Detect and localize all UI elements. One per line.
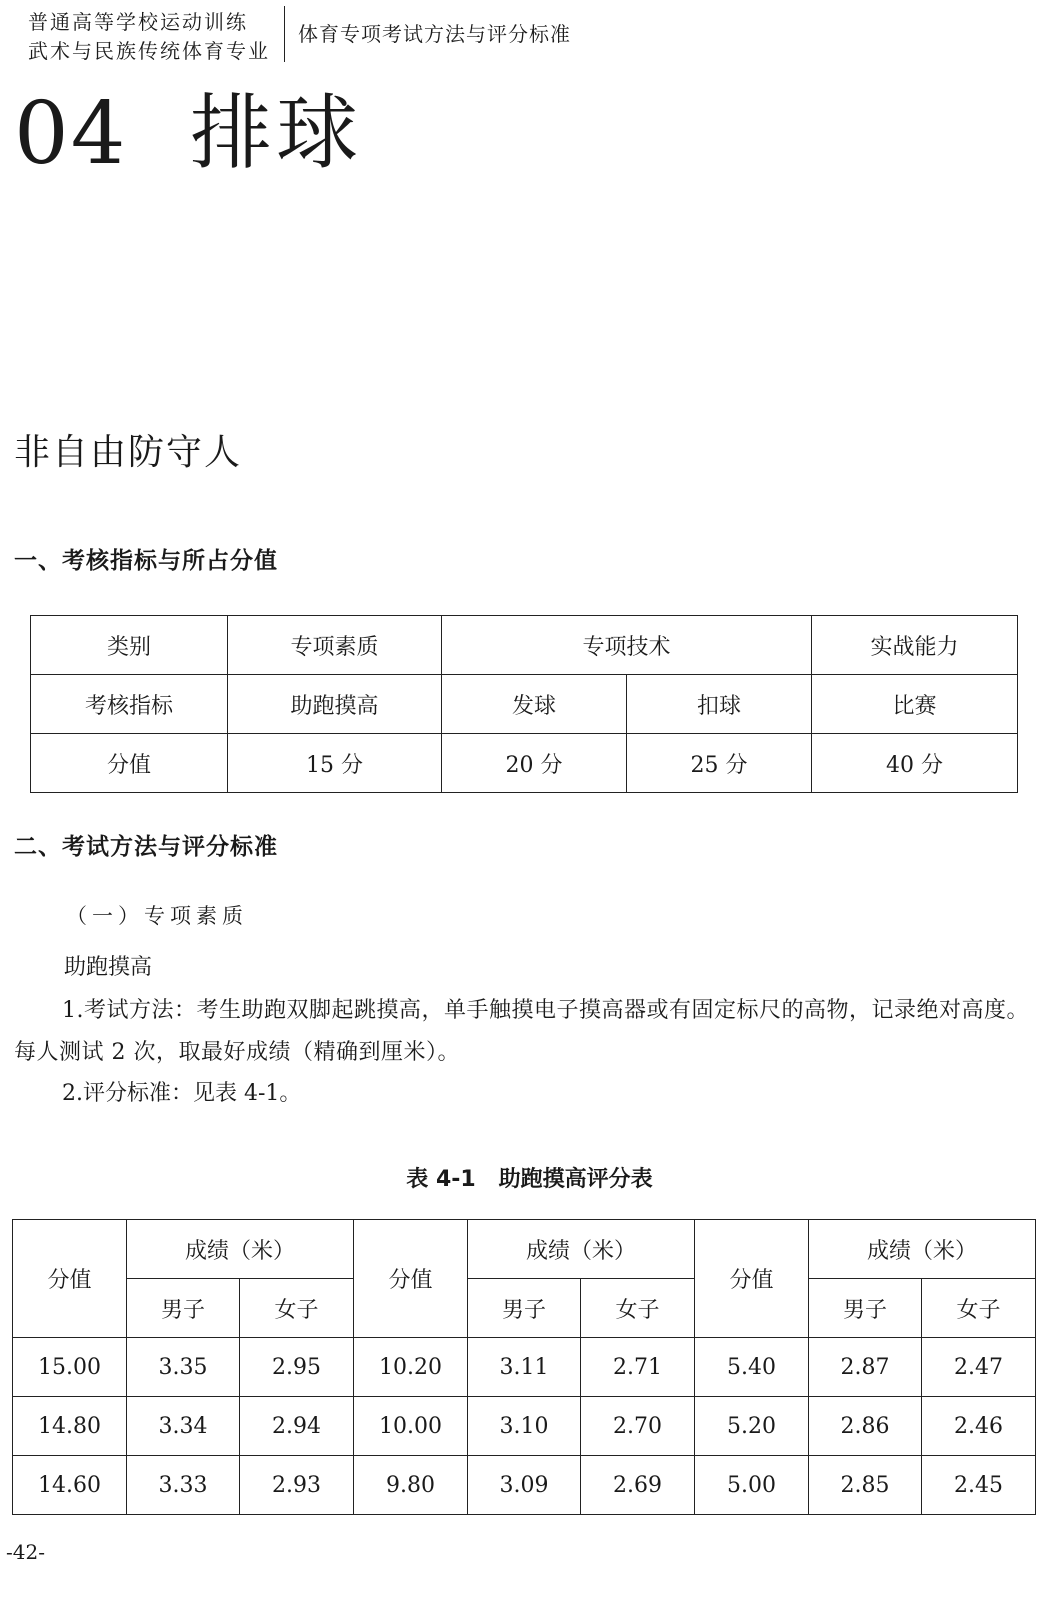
- subsection-heading: （一）专项素质: [66, 904, 248, 928]
- table-cell: 25 分: [627, 734, 812, 793]
- header-male: 男子: [809, 1279, 922, 1338]
- scoring-table: [12, 1219, 1036, 1515]
- table-cell: 2.95: [240, 1338, 354, 1397]
- table-cell: 分值: [31, 734, 228, 793]
- assessment-table: [30, 615, 1018, 793]
- table-cell: 2.46: [922, 1397, 1036, 1456]
- table-caption: 表 4-1 助跑摸高评分表: [406, 1167, 653, 1192]
- header-score: 分值: [354, 1220, 468, 1338]
- header-right: 体育专项考试方法与评分标准: [298, 22, 571, 46]
- header-left-line2: 武术与民族传统体育专业: [28, 39, 270, 63]
- table-cell: 10.20: [354, 1338, 468, 1397]
- table-header-row: [13, 1220, 1036, 1279]
- table-cell: 2.47: [922, 1338, 1036, 1397]
- section1-heading: 一、考核指标与所占分值: [14, 548, 278, 574]
- item-title: 助跑摸高: [64, 955, 153, 980]
- table-cell: 2.71: [581, 1338, 695, 1397]
- table-cell: 3.33: [127, 1456, 240, 1515]
- table-row: [13, 1397, 1036, 1456]
- chapter-title: 排球: [190, 86, 363, 181]
- table-row: [13, 1456, 1036, 1515]
- chapter-number: 04: [14, 84, 128, 184]
- table-cell: 15.00: [13, 1338, 127, 1397]
- header-result: 成绩（米）: [127, 1220, 354, 1279]
- header-result: 成绩（米）: [468, 1220, 695, 1279]
- subtitle: 非自由防守人: [14, 432, 243, 473]
- table-cell: 3.10: [468, 1397, 581, 1456]
- table-cell: 3.35: [127, 1338, 240, 1397]
- table-cell: 扣球: [627, 675, 812, 734]
- table-cell: 3.09: [468, 1456, 581, 1515]
- table-cell: 2.85: [809, 1456, 922, 1515]
- table-cell: 3.11: [468, 1338, 581, 1397]
- table-cell: 14.80: [13, 1397, 127, 1456]
- paragraph-method: 1.考试方法：考生助跑双脚起跳摸高，单手触摸电子摸高器或有固定标尺的高物，记录绝对高度。每人测试 2 次，取最好成绩（精确到厘米）。: [14, 998, 1029, 1065]
- table-cell: 类别: [31, 616, 228, 675]
- table-cell: 2.93: [240, 1456, 354, 1515]
- table-cell: 2.69: [581, 1456, 695, 1515]
- header-female: 女子: [240, 1279, 354, 1338]
- table-cell: 3.34: [127, 1397, 240, 1456]
- table-cell: 实战能力: [812, 616, 1018, 675]
- page-number: -42-: [6, 1540, 45, 1564]
- table-cell: 2.86: [809, 1397, 922, 1456]
- table-cell: 助跑摸高: [228, 675, 442, 734]
- table-cell: 5.40: [695, 1338, 809, 1397]
- table-cell: 10.00: [354, 1397, 468, 1456]
- table-cell: 比赛: [812, 675, 1018, 734]
- header-male: 男子: [468, 1279, 581, 1338]
- table-cell: 2.87: [809, 1338, 922, 1397]
- table-cell: 专项素质: [228, 616, 442, 675]
- table-cell: 2.45: [922, 1456, 1036, 1515]
- paragraph-standard: 2.评分标准：见表 4-1。: [62, 1081, 302, 1106]
- header-result: 成绩（米）: [809, 1220, 1036, 1279]
- table-cell: 14.60: [13, 1456, 127, 1515]
- header-divider: [284, 6, 285, 62]
- header-left: [28, 8, 270, 66]
- table-cell: 2.70: [581, 1397, 695, 1456]
- table-row: [31, 616, 1018, 675]
- table-cell: 2.94: [240, 1397, 354, 1456]
- header-left-line1: 普通高等学校运动训练: [28, 10, 248, 34]
- table-row: [31, 734, 1018, 793]
- header-male: 男子: [127, 1279, 240, 1338]
- table-cell: 40 分: [812, 734, 1018, 793]
- table-cell: 发球: [442, 675, 627, 734]
- header-female: 女子: [581, 1279, 695, 1338]
- table-row: [13, 1338, 1036, 1397]
- table-cell: 15 分: [228, 734, 442, 793]
- section2-heading: 二、考试方法与评分标准: [14, 834, 278, 860]
- header-score: 分值: [695, 1220, 809, 1338]
- table-cell: 20 分: [442, 734, 627, 793]
- table-cell: 专项技术: [442, 616, 812, 675]
- table-cell: 5.00: [695, 1456, 809, 1515]
- header-score: 分值: [13, 1220, 127, 1338]
- table-row: [31, 675, 1018, 734]
- header-female: 女子: [922, 1279, 1036, 1338]
- table-cell: 9.80: [354, 1456, 468, 1515]
- table-cell: 5.20: [695, 1397, 809, 1456]
- table-header-row: [13, 1279, 1036, 1338]
- table-cell: 考核指标: [31, 675, 228, 734]
